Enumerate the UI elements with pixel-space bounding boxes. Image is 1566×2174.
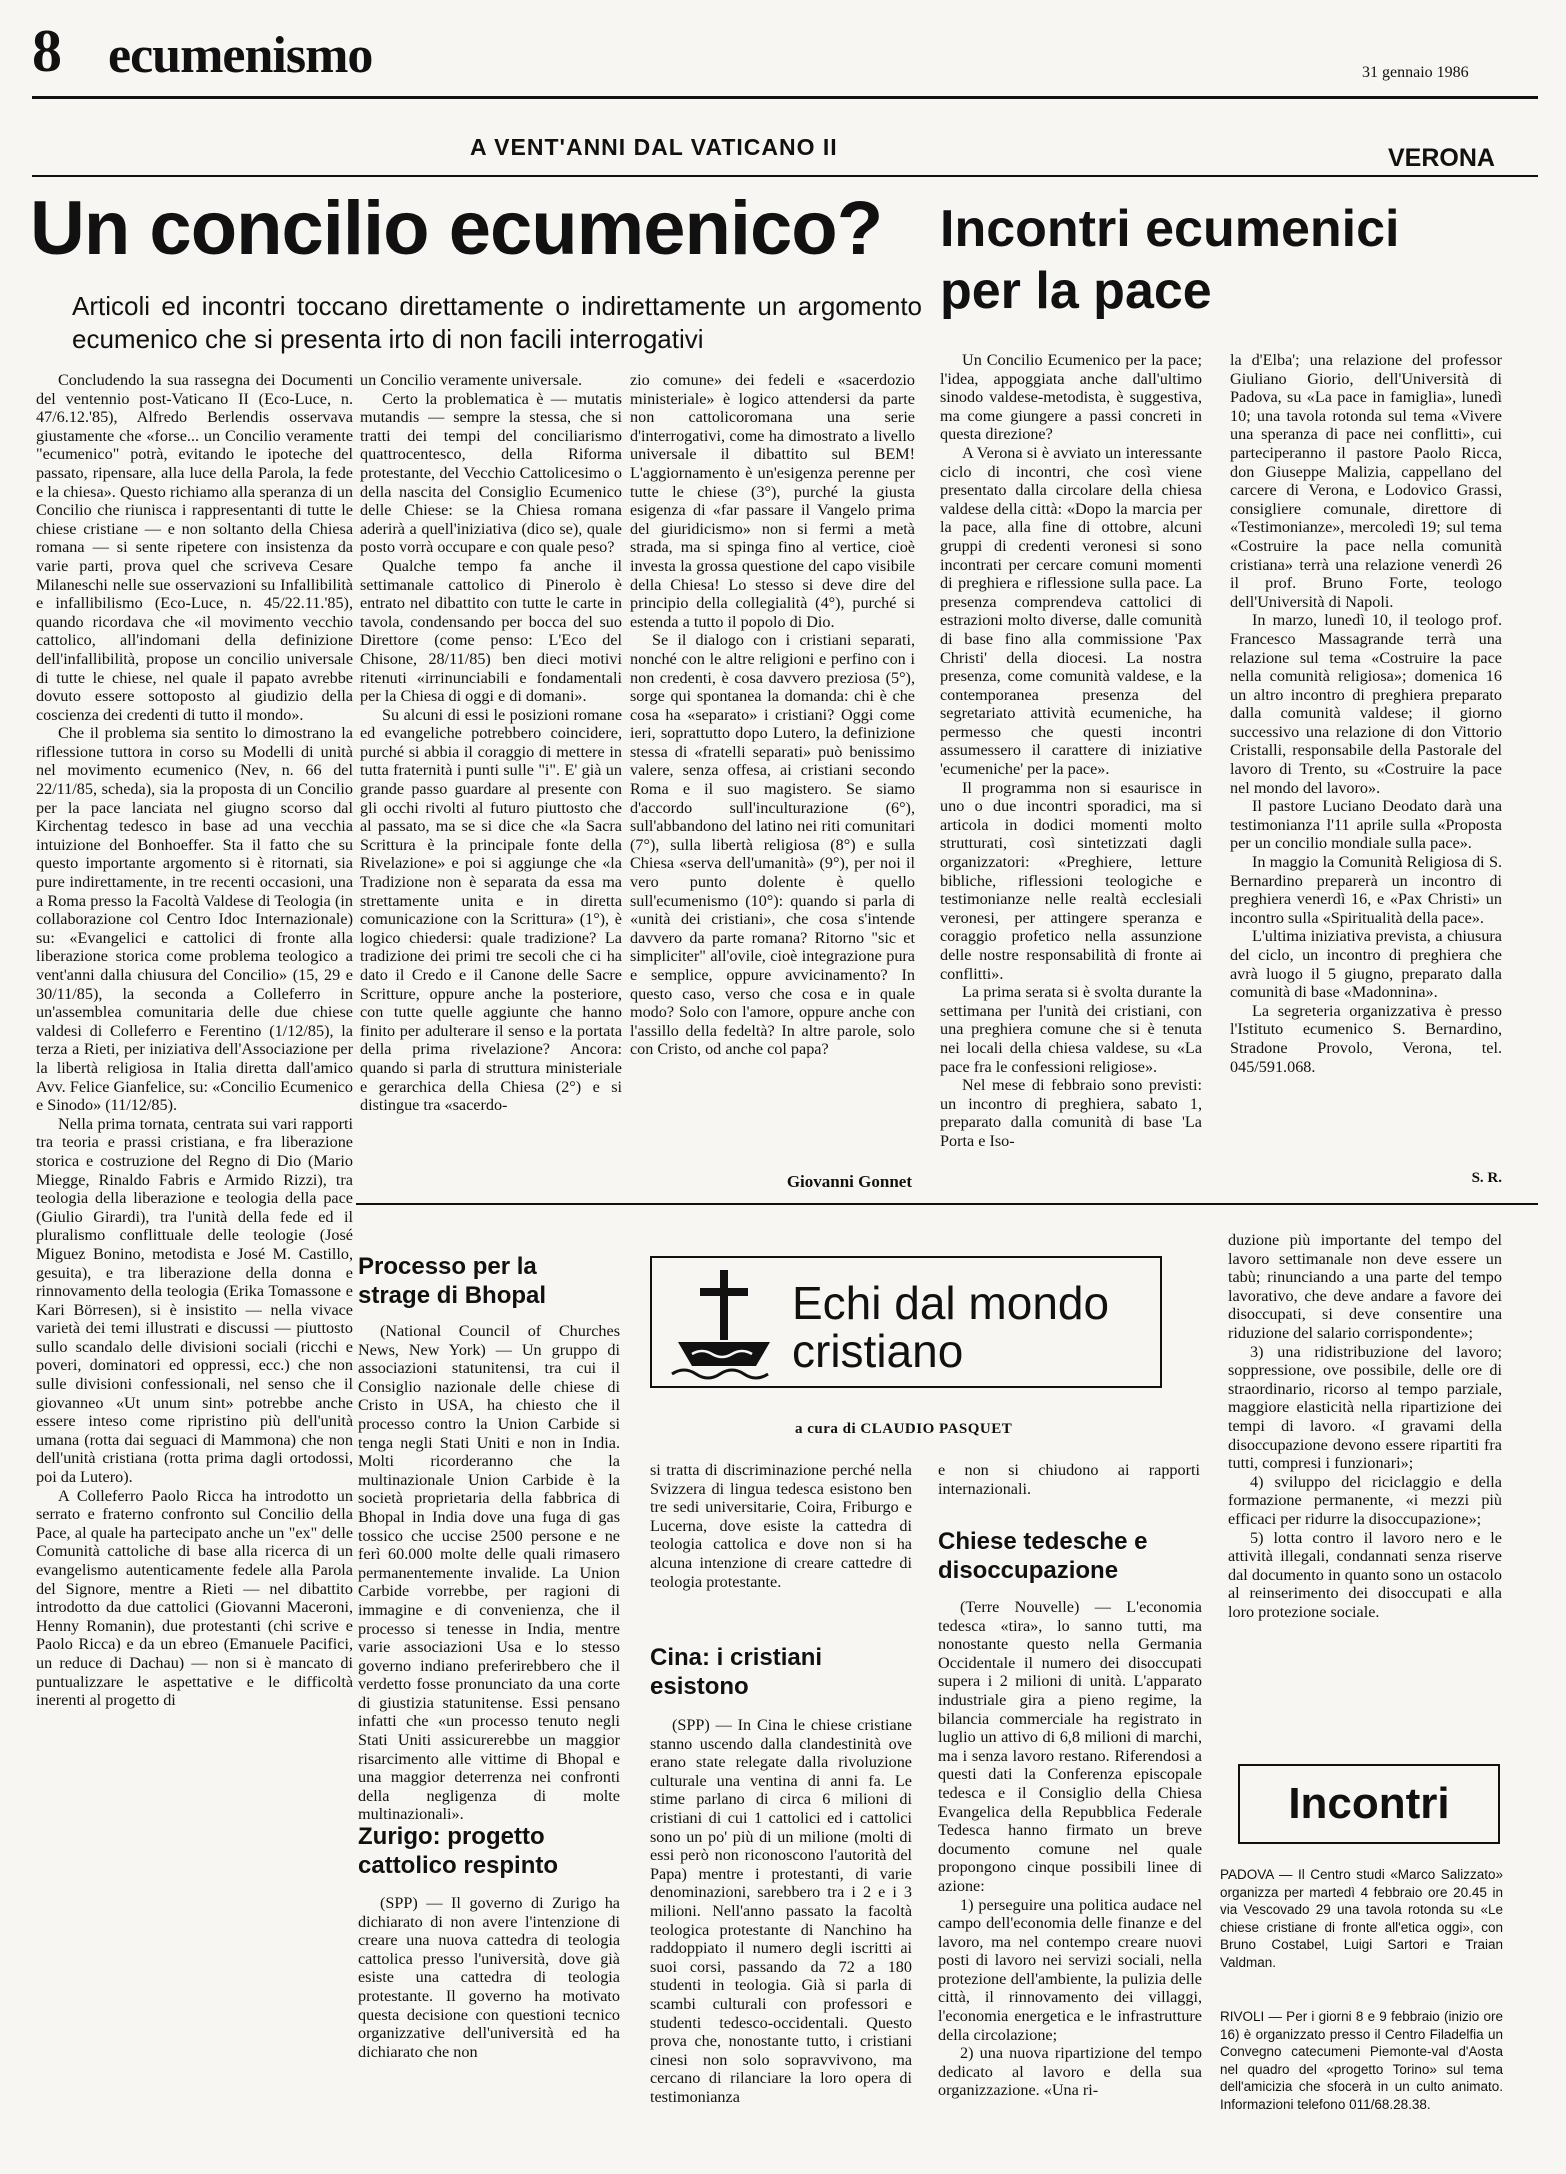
chiese-continued: [1228, 1231, 1502, 1721]
page-number: 8: [32, 18, 62, 84]
paragraph: e non si chiudono ai rapporti internazionali.: [938, 1461, 1200, 1498]
paragraph: duzione più importante del tempo del lavoro settimanale non deve essere un tabù; rinunciando a una parte del tempo lavorativo, che deve andare a favore dei disoccupati, si deve consentire una riduzione del salario corrispondente»;: [1228, 1231, 1502, 1342]
article1-col2: [360, 371, 622, 1199]
echi-curator: a cura di CLAUDIO PASQUET: [795, 1421, 1013, 1437]
article2-headline-line2: per la pace: [940, 262, 1212, 320]
article1-author: Giovanni Gonnet: [786, 1172, 912, 1191]
kicker-verona: VERONA: [1388, 144, 1495, 172]
paragraph: 3) una ridistribuzione del lavoro; soppressione, ove possibile, delle ore di straordinario, ricorso al tempo parziale, maggiore elasticità nella ripartizione dei tempi di lavoro. «I gravami della disoccupazione devono essere ripartiti fra tutti, compresi i funzionari»;: [1228, 1342, 1502, 1473]
paragraph: (SPP) — In Cina le chiese cristiane stanno uscendo dalla clandestinità ove erano state relegate dalla rivoluzione culturale una ventina di anni fa. Le stime parlano di circa 6 milioni di cristiani di cui 1 cattolici ed i cattolici sono un po' più di un milione (molti di essi però non riconoscono l'autorità del Papa) mentre i protestanti, di varie denominazioni, sarebbero tra i 2 e i 3 milioni. Nell'anno passato la facoltà teologica protestante di Nanchino ha raddoppiato il numero degli iscritti ai suoi corsi, passando da 72 a 180 studenti in teologia. Già si parla di scambi culturali con professori e studenti tedesco-occidentali. Questo prova che, nonostante tutto, i cristiani cinesi non solo sopravvivono, ma cercano di rilanciare la loro opera di testimonianza: [650, 1716, 912, 2106]
echi-col2: [938, 1461, 1200, 1505]
paragraph: L'ultima iniziativa prevista, a chiusura del ciclo, un incontro di preghiera che avrà luogo il 5 giugno, preparato dalla comunità di base «Madonnina».: [1230, 927, 1502, 1002]
kicker-vatican: A VENT'ANNI DAL VATICANO II: [470, 134, 838, 160]
article1-headline: Un concilio ecumenico?: [30, 186, 883, 271]
kicker-rule: [32, 175, 1538, 177]
echi-col1: [650, 1461, 912, 1619]
paragraph: In maggio la Comunità Religiosa di S. Bernardino preparerà un incontro di preghiera venerdì 16, e «Pax Christi» un incontro sulla «Spiritualità della pace».: [1230, 853, 1502, 927]
paragraph: un Concilio veramente universale.: [360, 371, 583, 389]
chiese-headline: Chiese tedesche e disoccupazione: [938, 1528, 1148, 1584]
paragraph: A Colleferro Paolo Ricca ha introdotto un serrato e fraterno confronto sul Concilio della Pace, al quale ha partecipato anche un "ex" delle Comunità cattoliche di base alla ricerca di un evangelismo autenticamente fedele alla Parola del Signore, mentre a Rieti — nel dibattito introdotto da due cattolici (Giovanni Maceroni, Henny Romanin), due protestanti (chi scrive e Paolo Ricca) e da un ebreo (Emanuele Pacifici, un reduce di Dachau) — non si è mancato di puntualizzare le aspettative e le difficoltà inerenti al progetto di: [36, 1486, 353, 1710]
article1-col1: [36, 371, 353, 2021]
paragraph: Il pastore Luciano Deodato darà una testimonianza l'11 aprile sulla «Proposta per un concilio mondiale sulla pace».: [1230, 797, 1502, 853]
article2-author: S. R.: [1471, 1170, 1502, 1186]
echi-title-line1: Echi dal mondo: [792, 1277, 1110, 1329]
bhopal-headline: Processo per la strage di Bhopal: [358, 1253, 547, 1309]
paragraph: In marzo, lunedì 10, il teologo prof. Francesco Massagrande terrà una relazione sul tema «Costruire la pace nella comunità religiosa»; domenica 16 un altro incontro di preghiera preparato dalla comunità valdese; il giorno successivo una relazione di don Vittorio Cristalli, responsabile della Pastorale del lavoro di Trento, su «Costruire la pace nel mondo del lavoro».: [1230, 611, 1502, 797]
church-boat-icon: [670, 1262, 780, 1382]
paragraph: 4) sviluppo del riciclaggio e della formazione permanente, «i mezzi più efficaci per ridurre la disoccupazione»;: [1228, 1472, 1502, 1528]
paragraph: Un Concilio Ecumenico per la pace; l'idea, appoggiata anche dall'ultimo sinodo valdese-metodista, è suggestiva, ma come giungere a passi concreti in questa direzione?: [940, 351, 1202, 444]
paragraph: 2) una nuova ripartizione del tempo dedicato al lavoro e della sua organizzazione. «Una ri-: [938, 2044, 1202, 2100]
cina-body: [650, 1716, 912, 2166]
article1-standfirst: Articoli ed incontri toccano direttamente o indirettamente un argomento ecumenico che si presenta irto di non facili interrogativi: [72, 291, 922, 354]
paragraph: Certo la problematica è — mutatis mutandis — sempre la stessa, che si tratti dei tempi del conciliarismo quattrocentesco, della Riforma protestante, del Vecchio Cattolicesimo o della nascita del Consiglio Ecumenico delle Chiese: se la Chiesa romana aderirà a quell'iniziativa (dico se), quale posto vorrà occupare e con quale peso?: [360, 389, 622, 557]
paragraph: La prima serata si è svolta durante la settimana per l'unità dei cristiani, con una preghiera comune che si è tenuta nei locali della chiesa valdese, su «La pace fra le confessioni religiose».: [940, 983, 1202, 1076]
paragraph: Nella prima tornata, centrata sui vari rapporti tra teoria e prassi cristiana, e fra liberazione storica e costruzione del Regno di Dio (Mario Miegge, Rinaldo Fabris e Armido Rizzi), tra teologia della liberazione e teologia della pace (Giulio Girardi), tra l'unità della fede ed il pluralismo conflittuale delle teologie (José Miguez Bonino, metodista e José M. Castillo, gesuita), e tra liberazione della donna e rinnovamento della teologia (Erika Tomassone e Kari Börresen), si è insistito — nella vivace varietà dei temi illustrati e discussi — piuttosto sullo scandalo delle divisioni sociali (ricchi e poveri, dominatori ed oppressi, ecc.) che non sulle divisioni confessionali, nel senso che il giovanneo «Ut unum sint» potrebbe anche essere inteso come ripristino più dell'unità umana (rotta dai seguaci di Mammona) che non dell'unità cristiana (rotta prima dagli ortodossi, poi da Lutero).: [36, 1114, 353, 1487]
bhopal-body: [358, 1322, 620, 1824]
paragraph: La segreteria organizzativa è presso l'Istituto ecumenico S. Bernardino, Stradone Provolo, Verona, tel. 045/591.068.: [1230, 1001, 1502, 1076]
paragraph: A Verona si è avviato un interessante ciclo di incontri, che così viene presentato dalla circolare della chiesa valdese della città: «Dopo la marcia per la pace, alla fine di ottobre, alcuni gruppi di credenti veronesi si sono incontrati per cercare comuni momenti di preghiera e riflessione sulla pace. La presenza comprendeva cattolici di estrazioni molto diverse, dalle comunità di base fino alla commissione 'Pax Christi' della diocesi. La nostra presenza, come comunità valdese, e la contemporanea presenza del segretariato attività ecumeniche, ha permesso che questi incontri assumessero il carattere di iniziative 'ecumeniche' per la pace».: [940, 443, 1202, 779]
paragraph: 5) lotta contro il lavoro nero e le attività illegali, condannati senza riserve dal documento in quanto sono un ostacolo al reinserimento dei disoccupati e alla loro protezione sociale.: [1228, 1528, 1502, 1621]
paragraph: la d'Elba'; una relazione del professor Giuliano Giorio, dell'Università di Padova, su «La pace in famiglia», lunedì 10; una tavola rotonda sul tema «Vivere una speranza di pace nei conflitti», cui parteciperanno il pastore Paolo Ricca, don Giuseppe Malizia, cappellano del carcere di Verona, e Lodovico Grassi, consigliere comunale, direttore di «Testimonianze», mercoledì 19; sul tema «Costruire la pace nella comunità cristiana» terrà una relazione venerdì 26 il prof. Bruno Forte, teologo dell'Università di Napoli.: [1230, 351, 1502, 611]
paragraph: (Terre Nouvelle) — L'economia tedesca «tira», lo sanno tutti, ma nonostante questo nella Germania Occidentale il numero dei disoccupati supera i 2 milioni di unità. L'apparato industriale gira a pieno regime, la bilancia commerciale ha registrato in luglio un attivo di 6,8 milioni di marchi, ma i senza lavoro restano. Riferendosi a questi dati la Conferenza episcopale tedesca e il Consiglio della Chiesa Evangelica della Repubblica Federale Tedesca hanno firmato un breve documento comune nel quale propongono cinque possibili linee di azione:: [938, 1598, 1202, 1895]
article2-headline-line1: Incontri ecumenici: [940, 200, 1400, 258]
paragraph: Che il problema sia sentito lo dimostrano la riflessione tuttora in corso su Modelli di unità nel movimento ecumenico (Nev, n. 66 del 22/11/85, scheda), sia la proposta di un Concilio per la pace lanciata nel giugno scorso dal Kirchentag tedesco in base ad una vecchia intuizione del Bonhoeffer. Sta il fatto che su questo importante argomento si è ritornati, sia pure indirettamente, in tre recenti occasioni, una a Roma presso la Facoltà Valdese di Teologia (in collaborazione col Centro Idoc Internazionale) su: «Evangelici e cattolici di fronte alla liberazione storica come problema teologico a vent'anni dalla chiusura del Concilio» (15, 29 e 30/11/85), la seconda a Colleferro in un'assemblea comunitaria delle due chiese valdesi di Colleferro e Ferentino (1/12/85), la terza a Rieti, per iniziativa dell'Associazione per la libertà religiosa in Italia diretta dall'amico Avv. Felice Gianfelice, su: «Concilio Ecumenico e Sinodo» (11/12/85).: [36, 724, 353, 1115]
paragraph: 1) perseguire una politica audace nel campo dell'economia delle finanze e del lavoro, ma nel contempo creare nuovi posti di lavoro nei servizi sociali, nella protezione dell'ambiente, la pulizia delle città, il rinnovamento dei villaggi, l'economia energetica e le infrastrutture della circolazione;: [938, 1895, 1202, 2044]
zurigo-headline: Zurigo: progetto cattolico respinto: [358, 1823, 559, 1879]
zurigo-body: [358, 1894, 620, 2166]
issue-date: 31 gennaio 1986: [1362, 64, 1469, 81]
paragraph: Su alcuni di essi le posizioni romane ed evangeliche potrebbero coincidere, purché si abbia il coraggio di mettere in tutta fraternità i punti sulle "i". E' già un grande passo guardare al presente con gli occhi rivolti al futuro piuttosto che al passato, ma se si dice che «la Sacra Scrittura è la principale fonte della Rivelazione» e poi si aggiunge che «la Tradizione non è separata da essa ma strettamente unita e in diretta comunicazione con la Scrittura» (1°), è logico chiedersi: quale tradizione? La tradizione dei primi tre secoli che ci ha dato il Credo e il Canone delle Sacre Scritture, oppure anche la posteriore, con tutte quelle aggiunte che hanno finito per adulterare il senso e la portata della prima rivelazione? Ancora: quando si parla di struttura ministeriale e gerarchica della Chiesa (2°) e si distingue tra «sacerdo-: [360, 705, 622, 1115]
incontri-title: Incontri: [1288, 1779, 1450, 1828]
echi-box: [650, 1256, 1162, 1388]
incontri-rivoli: RIVOLI — Per i giorni 8 e 9 febbraio (inizio ore 16) è organizzato presso il Centro Filadelfia un Convegno catecumeni Piemonte-val d'Aosta nel quadro del «progetto Torino» sul tema dell'amicizia che sfocerà in un culto animato. Informazioni telefono 011/68.28.38.: [1220, 2009, 1503, 2112]
paragraph: Concludendo la sua rassegna dei Documenti del ventennio post-Vaticano II (Eco-Luce, n. 47/6.12.'85), Alfredo Berlendis osservava giustamente che «forse... un Concilio veramente "ecumenico" potrà, evitando le ipoteche del passato, ripensare, alla luce della Parola, la fede e la chiesa». Questo richiamo alla speranza di un Concilio che riunisca i rappresentanti di tutte le chiese cristiane — e non soltanto della Chiesa romana — si sente ripetere con insistenza da varie parti, prova quel che scriveva Cesare Milaneschi nelle sue osservazioni su Infallibilità e infallibilismo (Eco-Luce, n. 45/22.11.'85), quando ricordava che «il movimento vecchio cattolico, all'indomani della definizione dell'infallibilità, propose un concilio universale di tutte le chiese, nel quale il papato avrebbe dovuto essere sottoposto al giudizio della coscienza dei credenti di tutto il mondo».: [36, 371, 353, 724]
paragraph: Qualche tempo fa anche il settimanale cattolico di Pinerolo è entrato nel dibattito con tutte le carte in tavola, condensando per bocca del suo Direttore (come penso: L'Eco del Chisone, 28/11/85) ben dieci motivi ritenuti «irrinunciabili e fondamentali per la Chiesa di oggi e di domani».: [360, 556, 622, 706]
paragraph: si tratta di discriminazione perché nella Svizzera di lingua tedesca esistono ben tre sedi universitarie, Coira, Friburgo e Lucerna, dove esiste la cattedra di teologia cattolica e dove non si ha alcuna intenzione di creare cattedre di teologia protestante.: [650, 1461, 912, 1591]
paragraph: (National Council of Churches News, New York) — Un gruppo di associazioni statunitensi, tra cui il Consiglio nazionale delle chiese di Cristo in USA, ha chiesto che il processo contro la Union Carbide si tenga negli Stati Uniti e non in India. Molti ricorderanno che la multinazionale Union Carbide è la società proprietaria della fabbrica di Bhopal in India dove una fuga di gas tossico che uccise 2500 persone e ne ferì 60.000 molte delle quali rimasero permanentemente invalide. La Union Carbide vorrebbe, per ragioni di immagine e di convenienza, che il processo si tenesse in India, mentre varie associazioni Usa e lo stesso governo indiano preferirebbero che il verdetto fosse pronunciato da una corte di giustizia statunitense. Essi pensano infatti che «un processo tenuto negli Stati Uniti assicurerebbe un maggior risarcimento alle vittime di Bhopal e una maggior deterrenza nei confronti della negligenza di molte multinazionali».: [358, 1322, 620, 1824]
echi-title-line2: cristiano: [792, 1325, 964, 1377]
chiese-body: [938, 1598, 1202, 2166]
article1-col3: [630, 371, 915, 1161]
paragraph: Il programma non si esaurisce in uno o due incontri sporadici, ma si articola in dodici momenti molto strutturati, così sintetizzati dagli organizzatori: «Preghiere, letture bibliche, riflessioni teologiche e testimonianze nelle realtà ecclesiali veronesi, per attingere speranza e coraggio profetico nella assunzione delle nostre responsabilità di fronte ai conflitti».: [940, 778, 1202, 983]
paragraph: zio comune» dei fedeli e «sacerdozio ministeriale» è logico attendersi da parte non cattolicoromana una serie d'interrogativi, come ha dimostrato a livello universale il dibattito sul BEM! L'aggiornamento è un'esigenza perenne per tutte le chiese (3°), purché la giusta esigenza di «far passare il Vangelo prima del giuridicismo» non si fermi a metà strada, ma si spinga fino al vertice, cioè investa la grossa questione del capo visibile della Chiesa! Lo stesso si deve dire del principio della collegialità (4°), purché si estenda a tutto il popolo di Dio.: [630, 371, 915, 631]
incontri-box: [1238, 1764, 1500, 1844]
article2-col2: [1230, 351, 1502, 1166]
paragraph: (SPP) — Il governo di Zurigo ha dichiarato di non avere l'intenzione di creare una nuova cattedra di teologia cattolica presso l'università, dove già esiste una cattedra di teologia protestante. Il governo ha motivato questa decisione con questioni tecnico organizzative dell'università ed ha dichiarato che non: [358, 1894, 620, 2061]
paragraph: Nel mese di febbraio sono previsti: un incontro di preghiera, sabato 1, preparato dalla comunità di base 'La Porta e Iso-: [940, 1076, 1202, 1150]
article2-col1: [940, 351, 1202, 1201]
incontri-padova: PADOVA — Il Centro studi «Marco Salizzato» organizza per martedì 4 febbraio ore 20.45 in via Vescovado 29 una tavola rotonda su «Le chiese cristiane di fronte all'etica oggi», con Bruno Costabel, Luigi Sartori e Traian Valdman.: [1220, 1867, 1503, 1970]
section-divider: [356, 1203, 1538, 1205]
paragraph: Se il dialogo con i cristiani separati, nonché con le altre religioni e perfino con i non credenti, è cosa davvero preziosa (5°), sorge qui spontanea la domanda: chi è che cosa ha «separato» i cristiani? Oggi come ieri, soprattutto dopo Lutero, la definizione stessa di «fratelli separati» può benissimo valere, senza offesa, ai cristiani secondo Roma e il suo magistero. Se siamo d'accordo sull'inculturazione (6°), sull'abbandono del latino nei riti comunitari (7°), sulla libertà religiosa (8°) e sulla Chiesa «serva dell'umanità» (9°), per noi il vero punto dolente è quello sull'ecumenismo (10°): quando si parla di «unità dei cristiani», che cosa s'intende davvero da parte romana? Ritorno "sic et simpliciter" all'ovile, cioè integrazione pura e semplice, oppure avvicinamento? In questo caso, verso che cosa e in quale modo? Solo con l'amore, oppure anche con l'assillo della fedeltà? In altre parole, solo con Cristo, od anche col papa?: [630, 631, 915, 1059]
cina-headline: Cina: i cristiani esistono: [650, 1644, 823, 1700]
masthead-rule: [32, 96, 1538, 99]
section-title: ecumenismo: [108, 27, 373, 84]
